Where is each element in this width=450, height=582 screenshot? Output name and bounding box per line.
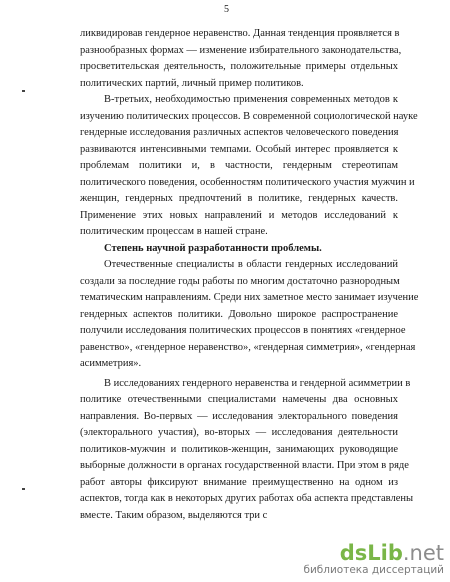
text-line: направления. Во-первых — исследования электорального поведения	[80, 410, 398, 422]
text-line: политических партий, личный пример политиков.	[80, 77, 304, 89]
text-line: получили исследования политических процессов в понятиях «гендерное	[80, 325, 406, 336]
text-line: женщин, гендерных предпочтений в политике, гендерных качеств.	[80, 193, 398, 204]
text-line: выборные должности в органах государственной власти. При этом в ряде	[80, 460, 409, 471]
text-line: гендерных аспектов политики. Довольно широкое распространение	[80, 308, 398, 320]
page-number: 5	[224, 4, 229, 15]
watermark-logo	[303, 542, 444, 564]
text-line: (электорального участия), во-вторых — исследования деятельности	[80, 427, 398, 438]
watermark-logo-suffix: .net	[402, 541, 444, 565]
text-line: политического поведения, особенностям политического участия мужчин и	[80, 176, 415, 188]
text-line: тематическим направлениям. Среди них заметное место занимает изучение	[80, 292, 419, 303]
scan-speck	[22, 488, 25, 490]
watermark-logo-main: dsLib	[339, 541, 403, 565]
watermark-subtitle: библиотека диссертаций	[303, 564, 444, 576]
text-line: изучению политических процессов. В современной социологической науке	[80, 110, 418, 122]
text-line: политиков-мужчин и политиков-женщин, занимающих руководящие	[80, 443, 398, 455]
text-line: Отечественные специалисты в области гендерных исследований	[104, 259, 398, 270]
text-line: аспектов, тогда как в некоторых других работах оба аспекта представлены	[80, 493, 414, 504]
text-line: ликвидировав гендерное неравенство. Данная тенденция проявляется в	[80, 28, 400, 39]
text-line: Применение этих новых направлений и методов исследований к	[80, 209, 398, 221]
watermark	[303, 542, 444, 576]
text-line: проблемам политики и, в частности, гендерным стереотипам	[80, 160, 398, 171]
text-line: разнообразных формах — изменение избирательного законодательства,	[80, 44, 402, 56]
text-line: В исследованиях гендерного неравенства и гендерной асимметрии в	[104, 377, 411, 389]
text-line: политическим процессам в нашей стране.	[80, 226, 268, 237]
text-line: развиваются интенсивными темпами. Особый интерес проявляется к	[80, 143, 398, 155]
text-line: гендерные исследования различных аспектов человеческого поведения	[80, 127, 399, 138]
text-line: работ авторы фиксируют внимание преимущественно на одном из	[80, 476, 398, 488]
section-heading: Степень научной разработанности проблемы.	[104, 242, 322, 254]
text-line: В-третьих, необходимостью применения современных методов к	[104, 94, 398, 105]
text-line: асимметрия».	[80, 358, 142, 369]
text-line: политике отечественными специалистами намечены два основных	[80, 394, 398, 405]
text-line: равенство», «гендерное неравенство», «гендерная симметрия», «гендерная	[80, 341, 416, 353]
text-line: создали за последние годы работы по многим достаточно разнородным	[80, 275, 400, 287]
scan-speck	[22, 90, 25, 92]
document-body	[80, 26, 419, 524]
text-line: вместе. Таким образом, выделяются три с	[80, 509, 268, 521]
text-line: просветительская деятельность, положительные примеры отдельных	[80, 61, 398, 72]
